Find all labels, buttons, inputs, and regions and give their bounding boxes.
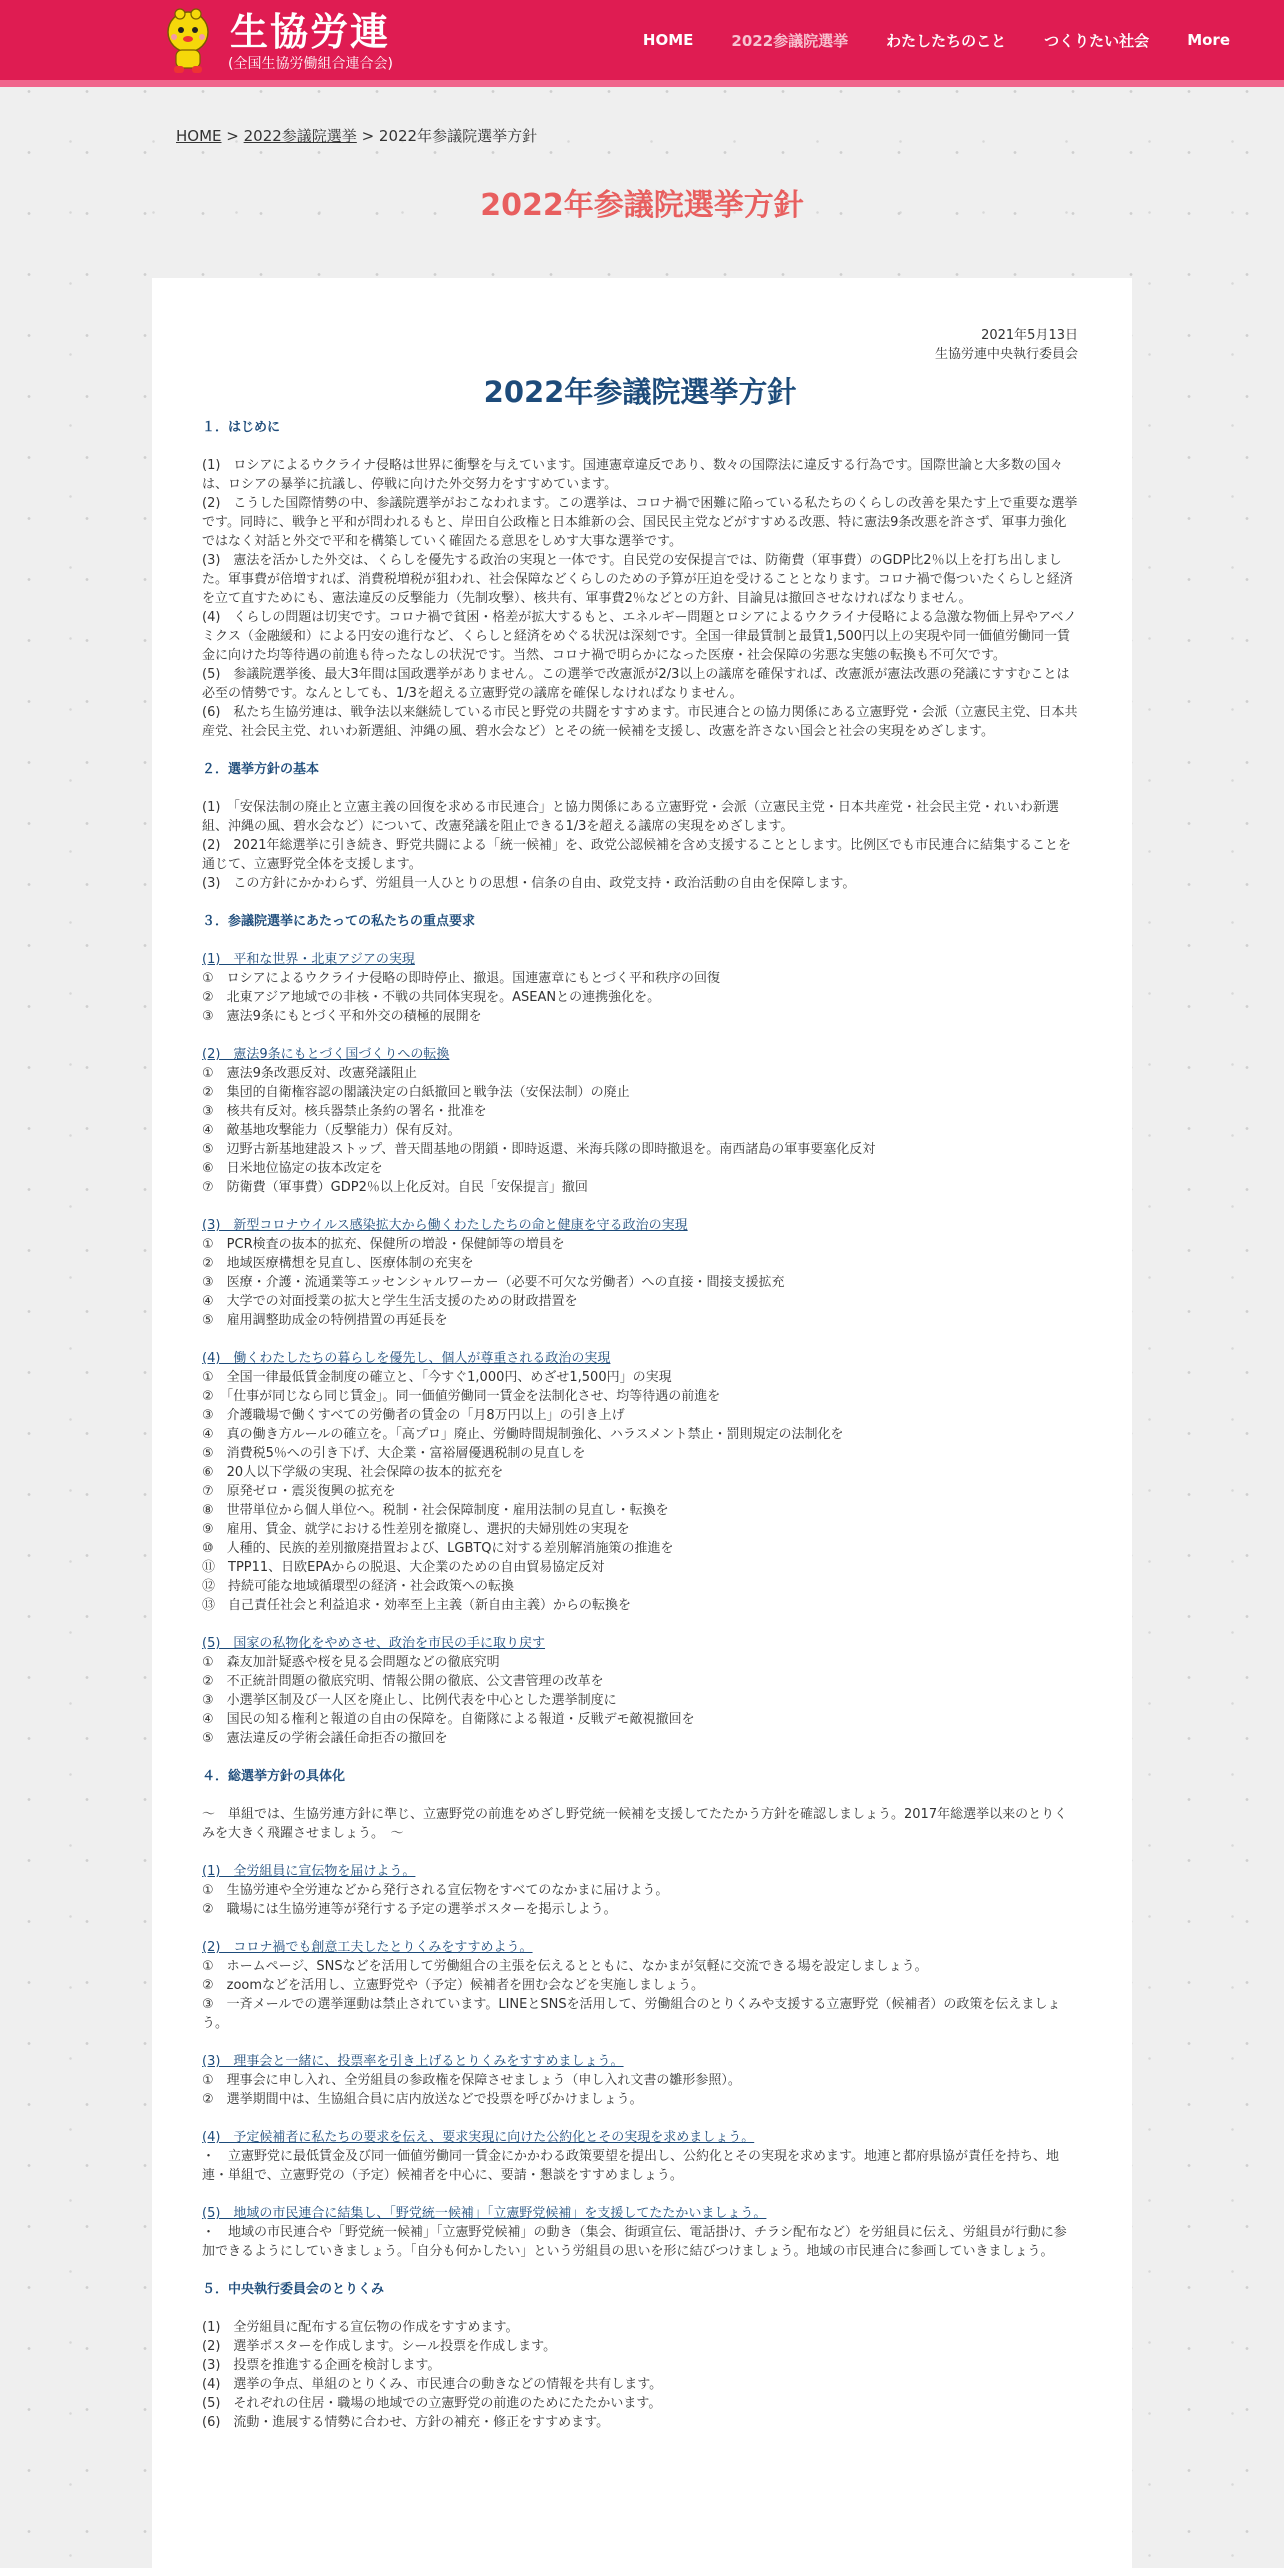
nav-about-us[interactable]: わたしたちのこと <box>886 31 1007 50</box>
list-item: ① 理事会に申し入れ、全労組員の参政権を保障させましょう（申し入れ文書の雛形参照）。 <box>202 2073 741 2088</box>
site-header <box>0 0 1284 80</box>
paragraph: ～ 単組では、生協労連方針に準じ、立憲野党の前進をめざし野党統一候補を支援してたたかう方針を確認しましょう。2017年総選挙以来のとりくみを大きく飛躍させましょう。 ～ <box>202 1807 1068 1841</box>
list-item: ⑬ 自己責任社会と利益追求・効率至上主義（新自由主義）からの転換を <box>202 1598 632 1613</box>
list-item: ⑦ 原発ゼロ・震災復興の拡充を <box>202 1484 396 1499</box>
list-item: ② 職場には生協労連等が発行する予定の選挙ポスターを掲示しよう。 <box>202 1902 617 1917</box>
breadcrumb-separator: > <box>221 127 244 145</box>
paragraph: (3) この方針にかかわらず、労組員一人ひとりの思想・信条の自由、政党支持・政治活動の自由を保障します。 <box>202 876 856 891</box>
paragraph: (5) 参議院選挙後、最大3年間は国政選挙がありません。この選挙で改憲派が2/3以上の議席を確保すれば、改憲派が憲法改悪の発議にすすむことは必至の情勢です。なんとしても、1/3を超える立憲野党の議席を確保しなければなりません。 <box>202 667 1070 701</box>
list-item: ① ロシアによるウクライナ侵略の即時停止、撤退。国連憲章にもとづく平和秩序の回復 <box>202 971 721 986</box>
nav-election-2022[interactable]: 2022参議院選挙 <box>731 31 849 50</box>
mascot-logo-icon[interactable] <box>158 4 218 76</box>
list-item: (6) 流動・進展する情勢に合わせ、方針の補充・修正をすすめます。 <box>202 2415 610 2430</box>
section-heading: １．はじめに <box>202 420 281 435</box>
list-item: ② 選挙期間中は、生協組合員に店内放送などで投票を呼びかけましょう。 <box>202 2092 643 2107</box>
list-item: ⑨ 雇用、賃金、就学における性差別を撤廃し、選択的夫婦別姓の実現を <box>202 1522 630 1537</box>
list-item: ④ 国民の知る権利と報道の自由の保障を。自衛隊による報道・反戦デモ敵視撤回を <box>202 1712 695 1727</box>
breadcrumb-category-link[interactable]: 2022参議院選挙 <box>243 127 357 145</box>
list-item: ⑥ 日米地位協定の抜本改定を <box>202 1161 383 1176</box>
main-nav <box>643 0 1284 80</box>
list-item: ③ 介護職場で働くすべての労働者の賃金の「月8万円以上」の引き上げ <box>202 1408 625 1423</box>
list-item: ④ 真の働き方ルールの確立を。「高プロ」廃止、労働時間規制強化、ハラスメント禁止・罰則規定の法制化を <box>202 1427 844 1442</box>
breadcrumb-home-link[interactable]: HOME <box>176 127 222 145</box>
list-item: ① 生協労連や全労連などから発行される宣伝物をすべてのなかまに届けよう。 <box>202 1883 669 1898</box>
list-item: ① 森友加計疑惑や桜を見る会問題などの徹底究明 <box>202 1655 500 1670</box>
document-body <box>202 326 1078 2432</box>
list-item: ③ 核共有反対。核兵器禁止条約の署名・批准を <box>202 1104 487 1119</box>
document-date: 2021年5月13日 <box>981 328 1078 343</box>
subsection-heading: (4) 予定候補者に私たちの要求を伝え、要求実現に向けた公約化とその実現を求めましょう。 <box>202 2130 755 2145</box>
paragraph: (1) 「安保法制の廃止と立憲主義の回復を求める市民連合」と協力関係にある立憲野党・会派（立憲民主党・日本共産党・社会民主党・れいわ新選組、沖縄の風、碧水会など）について、改憲発議を阻止できる1/3を超える議席の実現をめざします。 <box>202 800 1059 834</box>
page-title: 2022年参議院選挙方針 <box>480 188 804 223</box>
logo-title[interactable]: 生協労連 <box>230 10 391 54</box>
paragraph: (4) くらしの問題は切実です。コロナ禍で貧困・格差が拡大するもと、エネルギー問題とロシアによるウクライナ侵略による急激な物価上昇やアベノミクス（金融緩和）による円安の進行など、くらしと経済をめぐる状況は深刻です。全国一律最賃制と最賃1,500円以上の実現や同一価値労働同一賃金に向けた均等待遇の前進も待ったなしの状況です。当然、コロナ禍で明らかになった医療・社会保障の劣悪な実態の転換も不可欠です。 <box>202 610 1077 663</box>
breadcrumb <box>176 125 537 146</box>
list-item: ⑤ 憲法違反の学術会議任命拒否の撤回を <box>202 1731 448 1746</box>
nav-home[interactable]: HOME <box>642 31 694 49</box>
subsection-heading: (5) 地域の市民連合に結集し、「野党統一候補」「立憲野党候補」を支援してたたかいましょう。 <box>202 2206 767 2221</box>
list-item: (3) 投票を推進する企画を検討します。 <box>202 2358 441 2373</box>
subsection-heading: (1) 全労組員に宣伝物を届けよう。 <box>202 1864 416 1879</box>
list-item: (1) 全労組員に配布する宣伝物の作成をすすめます。 <box>202 2320 519 2335</box>
list-item: ⑤ 辺野古新基地建設ストップ、普天間基地の閉鎖・即時返還、米海兵隊の即時撤退を。南西諸島の軍事要塞化反対 <box>202 1142 876 1157</box>
breadcrumb-current: 2022年参議院選挙方針 <box>378 127 538 145</box>
list-item: ・ 立憲野党に最低賃金及び同一価値労働同一賃金にかかわる政策要望を提出し、公約化とその実現を求めます。地連と都府県協が責任を持ち、地連・単組で、立憲野党の（予定）候補者を中心に、要請・懇談をすすめましょう。 <box>202 2149 1059 2183</box>
list-item: ② 北東アジア地域での非核・不戦の共同体実現を。ASEANとの連携強化を。 <box>202 990 661 1005</box>
list-item: ② 不正統計問題の徹底究明、情報公開の徹底、公文書管理の改革を <box>202 1674 604 1689</box>
header-stripe <box>0 80 1284 87</box>
section-heading: ３．参議院選挙にあたっての私たちの重点要求 <box>202 914 476 929</box>
paragraph: (6) 私たち生協労連は、戦争法以来継続している市民と野党の共闘をすすめます。市民連合との協力関係にある立憲野党・会派（立憲民主党、日本共産党、社会民主党、れいわ新選組、沖縄の風、碧水会など）とその統一候補を支援し、改憲を許さない国会と社会の実現をめざします。 <box>202 705 1078 739</box>
section-heading: ５．中央執行委員会のとりくみ <box>202 2282 385 2297</box>
nav-society[interactable]: つくりたい社会 <box>1044 31 1150 50</box>
list-item: ⑪ TPP11、日欧EPAからの脱退、大企業のための自由貿易協定反対 <box>202 1560 605 1575</box>
list-item: ⑥ 20人以下学級の実現、社会保障の抜本的拡充を <box>202 1465 504 1480</box>
section-heading: ２．選挙方針の基本 <box>202 762 320 777</box>
subsection-heading: (2) 憲法9条にもとづく国づくりへの転換 <box>202 1047 450 1062</box>
list-item: ⑩ 人種的、民族的差別撤廃措置および、LGBTQに対する差別解消施策の推進を <box>202 1541 674 1556</box>
list-item: ⑤ 消費税5％への引き下げ、大企業・富裕層優遇税制の見直しを <box>202 1446 586 1461</box>
paragraph: (2) こうした国際情勢の中、参議院選挙がおこなわれます。この選挙は、コロナ禍で困難に陥っている私たちのくらしの改善を果たす上で重要な選挙です。同時に、戦争と平和が問われるもと、岸田自公政権と日本維新の会、国民民主党などがすすめる改悪、特に憲法9条改悪を許さず、軍事力強化ではなく対話と外交で平和を構築していく確固たる意思をしめす大事な選挙です。 <box>202 496 1078 549</box>
subsection-heading: (3) 理事会と一緒に、投票率を引き上げるとりくみをすすめましょう。 <box>202 2054 624 2069</box>
list-item: ⑧ 世帯単位から個人単位へ。税制・社会保障制度・雇用法制の見直し・転換を <box>202 1503 669 1518</box>
list-item: ① 全国一律最低賃金制度の確立と、「今すぐ1,000円、めざせ1,500円」の実現 <box>202 1370 672 1385</box>
list-item: ⑦ 防衛費（軍事費）GDP2％以上化反対。自民「安保提言」撤回 <box>202 1180 588 1195</box>
subsection-heading: (4) 働くわたしたちの暮らしを優先し、個人が尊重される政治の実現 <box>202 1351 611 1366</box>
list-item: ③ 小選挙区制及び一人区を廃止し、比例代表を中心とした選挙制度に <box>202 1693 617 1708</box>
list-item: ② 集団的自衛権容認の閣議決定の白紙撤回と戦争法（安保法制）の廃止 <box>202 1085 630 1100</box>
list-item: (5) それぞれの住居・職場の地域での立憲野党の前進のためにたたかいます。 <box>202 2396 662 2411</box>
paragraph: (2) 2021年総選挙に引き続き、野党共闘による「統一候補」を、政党公認候補を含め支援することとします。比例区でも市民連合に結集することを通じて、立憲野党全体を支援します。 <box>202 838 1071 872</box>
list-item: ② zoomなどを活用し、立憲野党や（予定）候補者を囲む会などを実施しましょう。 <box>202 1978 705 1993</box>
subsection-heading: (1) 平和な世界・北東アジアの実現 <box>202 952 415 967</box>
list-item: ④ 敵基地攻撃能力（反撃能力）保有反対。 <box>202 1123 461 1138</box>
document-date-block <box>202 326 1078 364</box>
list-item: ③ 憲法9条にもとづく平和外交の積極的展開を <box>202 1009 482 1024</box>
section-heading: ４．総選挙方針の具体化 <box>202 1769 346 1784</box>
list-item: ④ 大学での対面授業の拡大と学生生活支援のための財政措置を <box>202 1294 578 1309</box>
list-item: ⑤ 雇用調整助成金の特例措置の再延長を <box>202 1313 448 1328</box>
paragraph: (1) ロシアによるウクライナ侵略は世界に衝撃を与えています。国連憲章違反であり、数々の国際法に違反する行為です。国際世論と大多数の国々は、ロシアの暴挙に抗議し、停戦に向けた外交努力をすすめています。 <box>202 458 1063 492</box>
list-item: ⑫ 持続可能な地域循環型の経済・社会政策への転換 <box>202 1579 515 1594</box>
document-author: 生協労連中央執行委員会 <box>934 347 1078 362</box>
breadcrumb-separator: > <box>356 127 379 145</box>
list-item: ① PCR検査の抜本的拡充、保健所の増設・保健師等の増員を <box>202 1237 565 1252</box>
subsection-heading: (2) コロナ禍でも創意工夫したとりくみをすすめよう。 <box>202 1940 533 1955</box>
subsection-heading: (3) 新型コロナウイルス感染拡大から働くわたしたちの命と健康を守る政治の実現 <box>202 1218 688 1233</box>
list-item: ③ 医療・介護・流通業等エッセンシャルワーカー（必要不可欠な労働者）への直接・間接支援拡充 <box>202 1275 785 1290</box>
list-item: ② 「仕事が同じなら同じ賃金」。同一価値労働同一賃金を法制化させ、均等待遇の前進を <box>202 1389 721 1404</box>
list-item: (2) 選挙ポスターを作成します。シール投票を作成します。 <box>202 2339 557 2354</box>
subsection-heading: (5) 国家の私物化をやめさせ、政治を市民の手に取り戻す <box>202 1636 546 1651</box>
paragraph: (3) 憲法を活かした外交は、くらしを優先する政治の実現と一体です。自民党の安保提言では、防衛費（軍事費）のGDP比2％以上を打ち出しました。軍事費が倍増すれば、消費税増税が狙われ、社会保障などくらしのための予算が圧迫を受けることとなります。コロナ禍で傷ついたくらしと経済を立て直すためにも、憲法違反の反撃能力（先制攻撃）、核共有、軍事費2％などとの方針、目論見は撤回させなければなりません。 <box>202 553 1073 606</box>
list-item: (4) 選挙の争点、単組のとりくみ、市民連合の動きなどの情報を共有します。 <box>202 2377 663 2392</box>
list-item: ③ 一斉メールでの選挙運動は禁止されています。LINEとSNSを活用して、労働組合のとりくみや支援する立憲野党（候補者）の政策を伝えましょう。 <box>202 1997 1061 2031</box>
logo-subtitle: (全国生協労働組合連合会) <box>228 56 393 72</box>
nav-more[interactable]: More <box>1187 31 1230 49</box>
list-item: ② 地域医療構想を見直し、医療体制の充実を <box>202 1256 474 1271</box>
list-item: ・ 地域の市民連合や「野党統一候補」「立憲野党候補」の動き（集会、街頭宣伝、電話掛け、チラシ配布など）を労組員に伝え、労組員が行動に参加できるようにしていきましょう。「自分も何かしたい」という労組員の思いを形に結びつけましょう。地域の市民連合に参画していきましょう。 <box>202 2225 1067 2259</box>
document-title: 2022年参議院選挙方針 <box>483 375 797 409</box>
list-item: ① 憲法9条改悪反対、改憲発議阻止 <box>202 1066 417 1081</box>
list-item: ① ホームページ、SNSなどを活用して労働組合の主張を伝えるとともに、なかまが気軽に交流できる場を設定しましょう。 <box>202 1959 928 1974</box>
